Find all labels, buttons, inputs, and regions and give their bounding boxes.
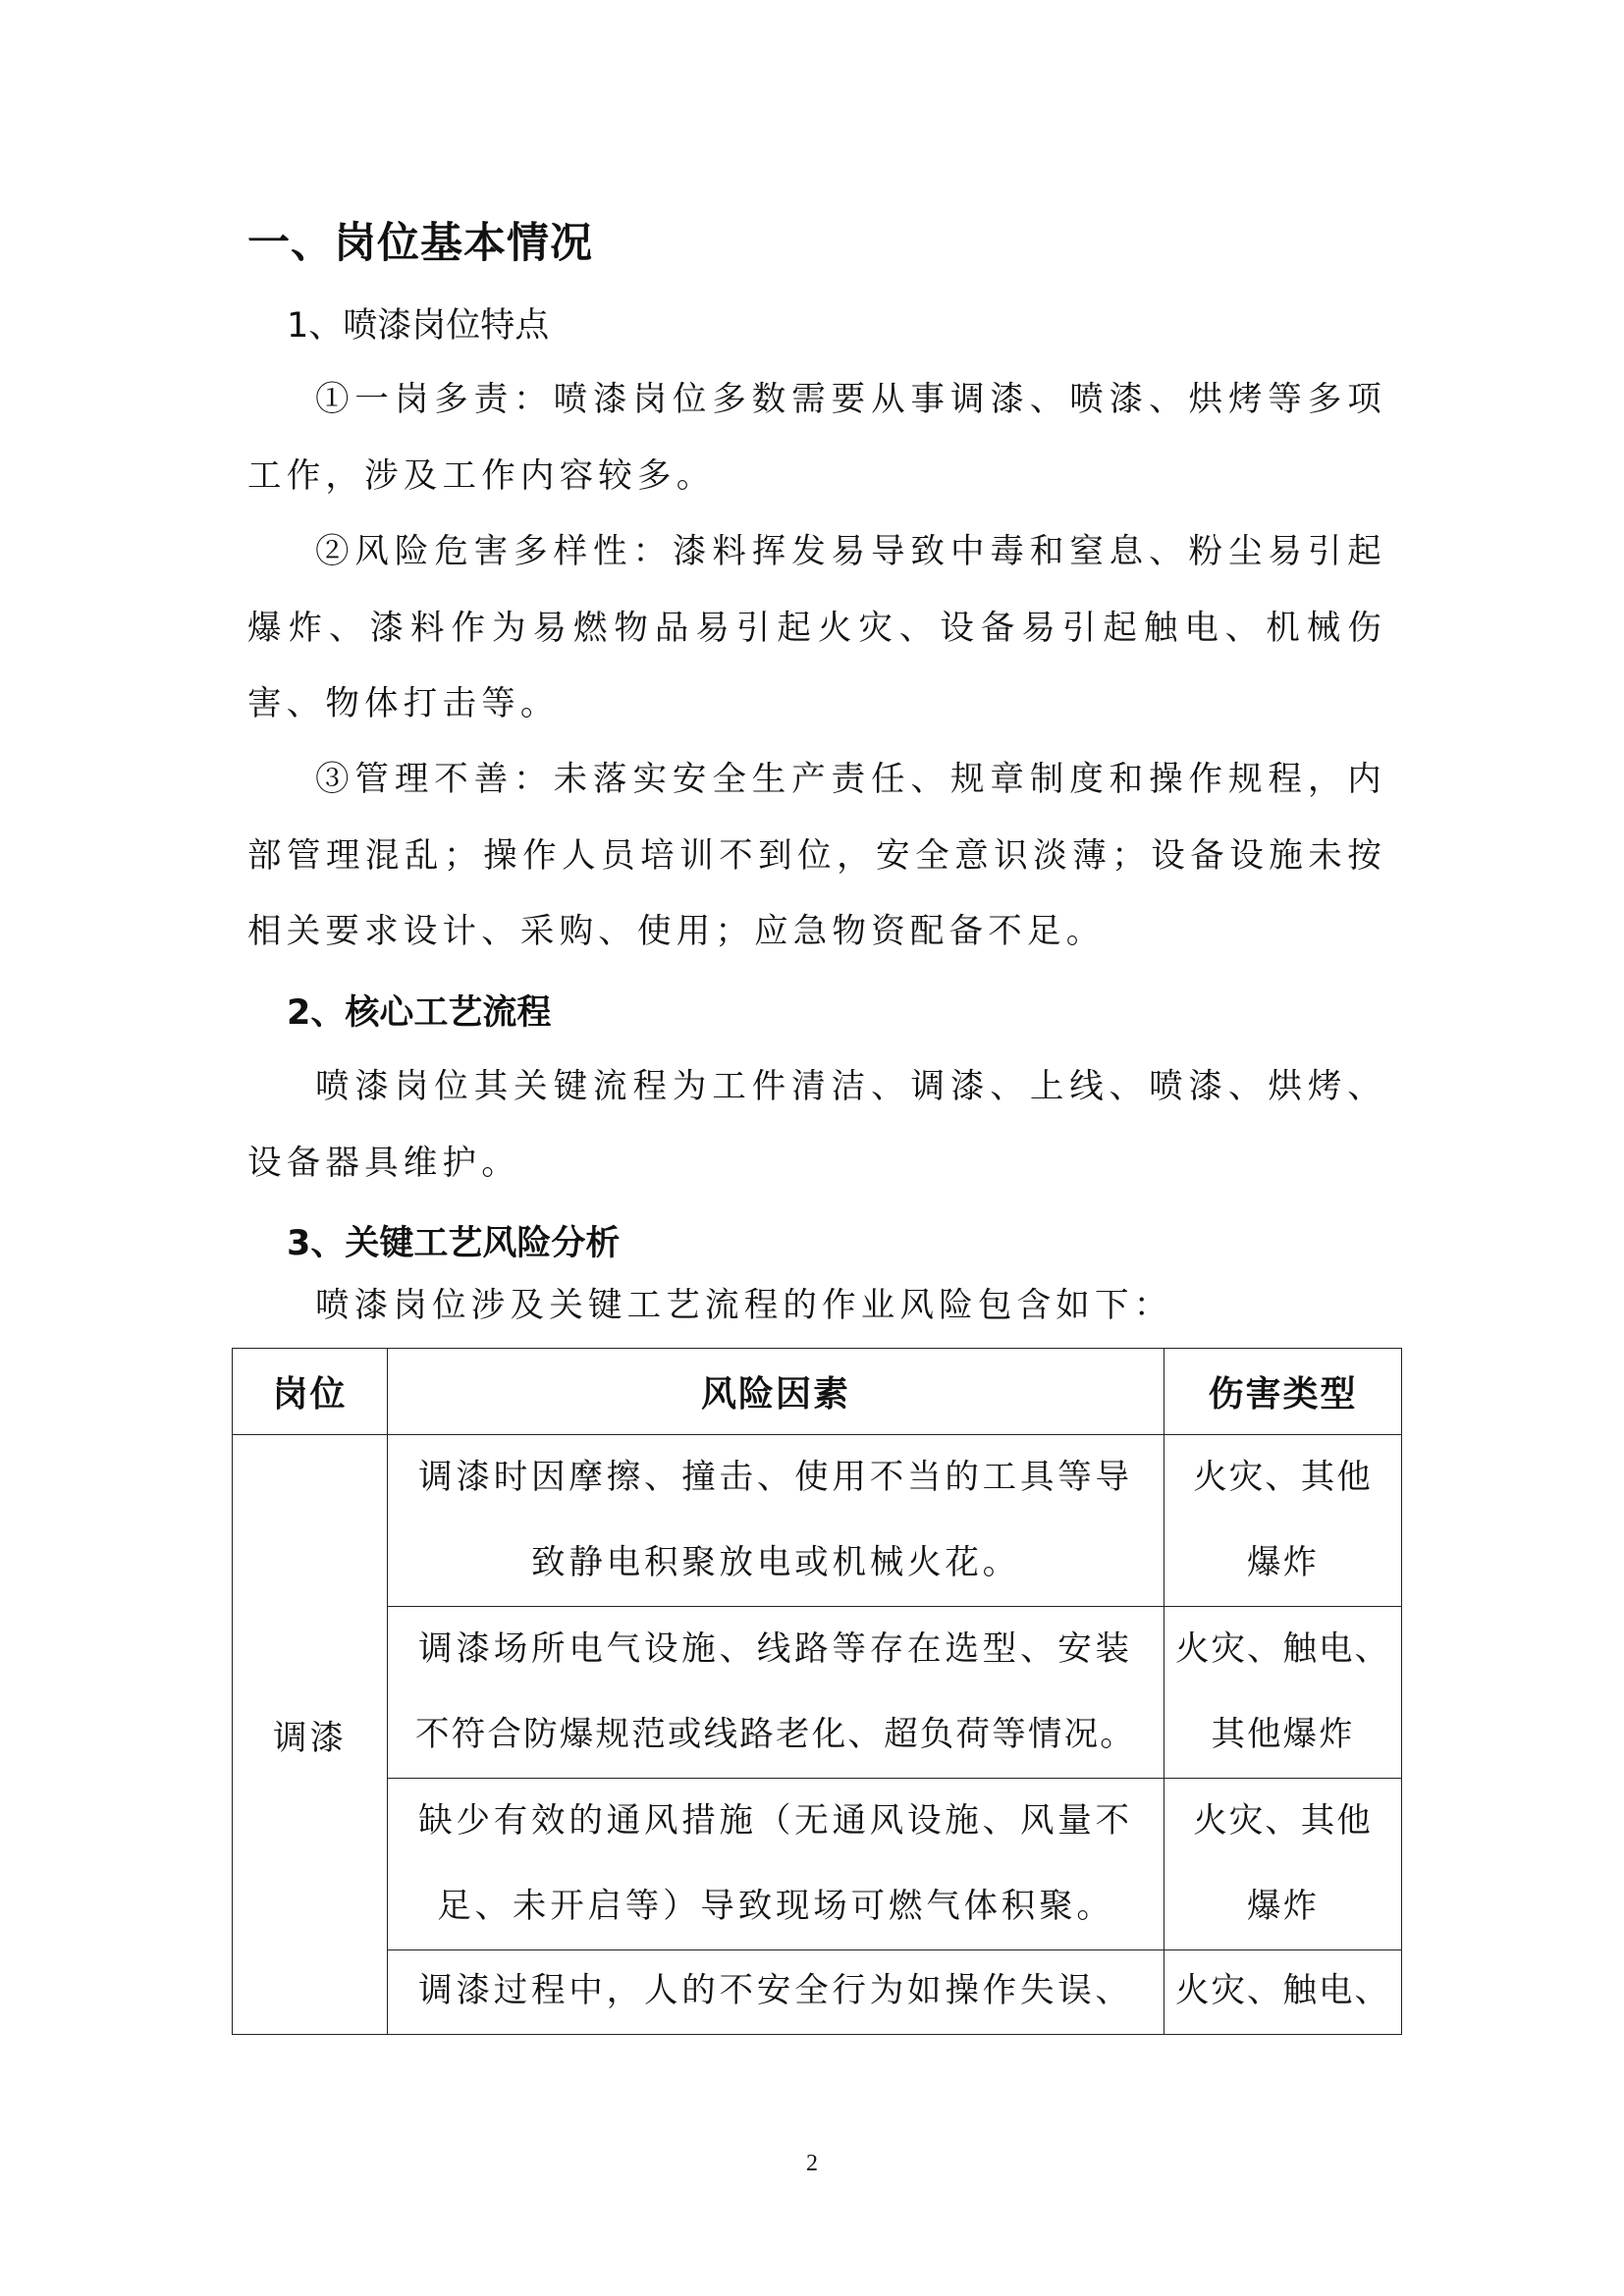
harm-type-line: 火灾、触电、 <box>1175 1971 1390 2010</box>
page-number: 2 <box>806 2151 818 2176</box>
harm-type-line: 火灾、其他 <box>1193 1801 1373 1841</box>
subsection-title-2: 2、核心工艺流程 <box>287 993 552 1033</box>
header-post: 岗位 <box>233 1349 388 1435</box>
risk-factor-line: 调漆场所电气设施、线路等存在选型、安装 <box>418 1629 1133 1669</box>
harm-type-cell <box>1164 1607 1402 1779</box>
harm-type-line: 火灾、其他 <box>1193 1458 1373 1497</box>
harm-type-cell <box>1164 1950 1402 2035</box>
paragraph-item-1: ①一岗多责：喷漆岗位多数需要从事调漆、喷漆、烘烤等多项工作，涉及工作内容较多。 <box>247 380 1386 496</box>
risk-factor-cell <box>388 1950 1164 2035</box>
paragraph-item-3: ③管理不善：未落实安全生产责任、规章制度和操作规程，内部管理混乱；操作人员培训不到位，安全意识淡薄；设备设施未按相关要求设计、采购、使用；应急物资配备不足。 <box>247 760 1386 951</box>
risk-factor-line: 致静电积聚放电或机械火花。 <box>531 1543 1020 1582</box>
paragraph-item-2: ②风险危害多样性：漆料挥发易导致中毒和窒息、粉尘易引起爆炸、漆料作为易燃物品易引起火灾、设备易引起触电、机械伤害、物体打击等。 <box>247 532 1386 723</box>
post-cell <box>233 1435 388 2035</box>
harm-type-cell <box>1164 1435 1402 1607</box>
table-row <box>233 1950 1402 2035</box>
harm-type-line: 爆炸 <box>1247 1543 1319 1582</box>
harm-type-line: 其他爆炸 <box>1211 1715 1355 1754</box>
subsection-title-3: 3、关键工艺风险分析 <box>287 1224 621 1263</box>
table-header-row <box>233 1349 1402 1435</box>
table-row <box>233 1607 1402 1779</box>
risk-factor-line: 调漆时因摩擦、撞击、使用不当的工具等导 <box>418 1458 1133 1497</box>
harm-type-line: 火灾、触电、 <box>1175 1629 1390 1669</box>
table-row <box>233 1779 1402 1950</box>
section-heading: 一、岗位基本情况 <box>247 219 593 268</box>
harm-type-cell <box>1164 1779 1402 1950</box>
risk-table <box>232 1348 1402 2035</box>
risk-factor-line: 缺少有效的通风措施（无通风设施、风量不 <box>418 1801 1133 1841</box>
risk-factor-cell <box>388 1435 1164 1607</box>
risk-factor-line: 不符合防爆规范或线路老化、超负荷等情况。 <box>415 1715 1136 1754</box>
header-risk-factor: 风险因素 <box>388 1349 1164 1435</box>
paragraph-intro: 喷漆岗位涉及关键工艺流程的作业风险包含如下： <box>315 1286 1173 1325</box>
post-label: 调漆 <box>273 1719 347 1758</box>
subsection-title-1: 1、喷漆岗位特点 <box>287 306 550 346</box>
risk-factor-line: 调漆过程中，人的不安全行为如操作失误、 <box>418 1971 1133 2010</box>
risk-factor-cell <box>388 1779 1164 1950</box>
header-harm-type: 伤害类型 <box>1164 1349 1402 1435</box>
harm-type-line: 爆炸 <box>1247 1887 1319 1926</box>
paragraph-process: 喷漆岗位其关键流程为工件清洁、调漆、上线、喷漆、烘烤、设备器具维护。 <box>247 1067 1386 1183</box>
risk-factor-line: 足、未开启等）导致现场可燃气体积聚。 <box>437 1887 1114 1926</box>
risk-factor-cell <box>388 1607 1164 1779</box>
table-row <box>233 1435 1402 1607</box>
